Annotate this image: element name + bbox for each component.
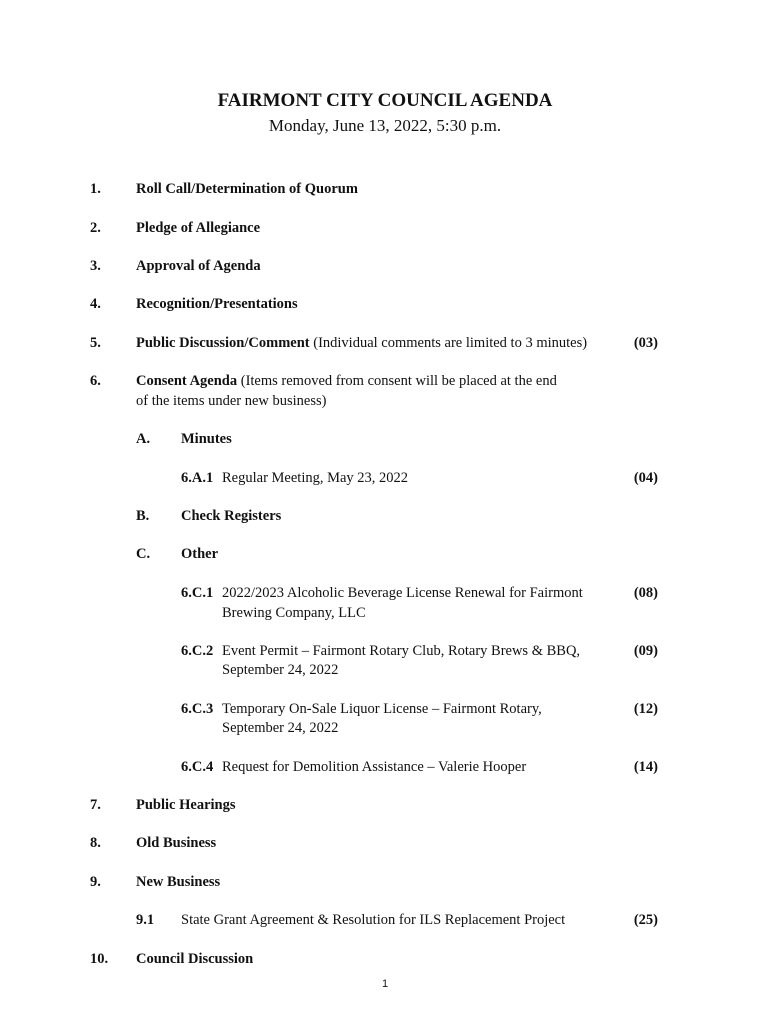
entry-text: Regular Meeting, May 23, 2022 <box>222 470 409 486</box>
page-ref: (14) <box>633 759 658 775</box>
section-title: Other <box>181 546 219 562</box>
entry-code: 9.1 <box>136 912 155 928</box>
item-line <box>136 334 587 353</box>
item-title: Approval of Agenda <box>136 258 261 274</box>
entry-code: 6.A.1 <box>181 470 214 486</box>
entry-text: Event Permit – Fairmont Rotary Club, Rotary Brews & BBQ, <box>222 643 581 659</box>
item-note: (Individual comments are limited to 3 minutes) <box>313 335 588 351</box>
item-title: Council Discussion <box>136 951 254 967</box>
item-title: New Business <box>136 874 221 890</box>
item-note: (Items removed from consent will be placed at the end <box>240 373 557 389</box>
item-number: 4. <box>90 296 101 312</box>
section-title: Minutes <box>181 431 232 447</box>
entry-text: State Grant Agreement & Resolution for ILS Replacement Project <box>181 912 566 928</box>
entry-code: 6.C.3 <box>181 701 214 717</box>
item-number: 3. <box>90 258 101 274</box>
entry-text-continued: Brewing Company, LLC <box>222 605 366 621</box>
page-ref: (08) <box>633 585 658 601</box>
page-ref: (25) <box>633 912 658 928</box>
item-number: 1. <box>90 181 101 197</box>
page-title: FAIRMONT CITY COUNCIL AGENDA <box>217 90 553 111</box>
item-note-continued: of the items under new business) <box>136 393 327 409</box>
item-title: Recognition/Presentations <box>136 296 298 312</box>
page-ref: (09) <box>633 643 658 659</box>
item-title: Old Business <box>136 835 217 851</box>
item-number: 8. <box>90 835 101 851</box>
item-title: Roll Call/Determination of Quorum <box>136 181 358 197</box>
item-number: 9. <box>90 874 101 890</box>
page-ref: (03) <box>633 335 658 351</box>
entry-text-continued: September 24, 2022 <box>222 720 339 736</box>
page-ref: (04) <box>633 470 658 486</box>
item-title: Public Discussion/Comment <box>136 335 310 351</box>
item-line <box>136 372 557 391</box>
item-number: 5. <box>90 335 101 351</box>
item-title: Consent Agenda <box>136 373 238 389</box>
item-title: Public Hearings <box>136 797 236 813</box>
item-number: 2. <box>90 220 101 236</box>
page-number: 1 <box>381 978 389 990</box>
page-ref: (12) <box>633 701 658 717</box>
entry-text-continued: September 24, 2022 <box>222 662 339 678</box>
entry-code: 6.C.1 <box>181 585 214 601</box>
section-letter: B. <box>136 508 150 524</box>
entry-code: 6.C.2 <box>181 643 214 659</box>
entry-code: 6.C.4 <box>181 759 214 775</box>
entry-text: Temporary On-Sale Liquor License – Fairmont Rotary, <box>222 701 542 717</box>
entry-text: Request for Demolition Assistance – Valerie Hooper <box>222 759 527 775</box>
section-title: Check Registers <box>181 508 282 524</box>
section-letter: A. <box>136 431 151 447</box>
meeting-date: Monday, June 13, 2022, 5:30 p.m. <box>268 116 502 135</box>
item-title: Pledge of Allegiance <box>136 220 261 236</box>
item-number: 6. <box>90 373 101 389</box>
item-number: 10. <box>90 951 109 967</box>
entry-text: 2022/2023 Alcoholic Beverage License Renewal for Fairmont <box>222 585 583 601</box>
item-number: 7. <box>90 797 101 813</box>
section-letter: C. <box>136 546 151 562</box>
